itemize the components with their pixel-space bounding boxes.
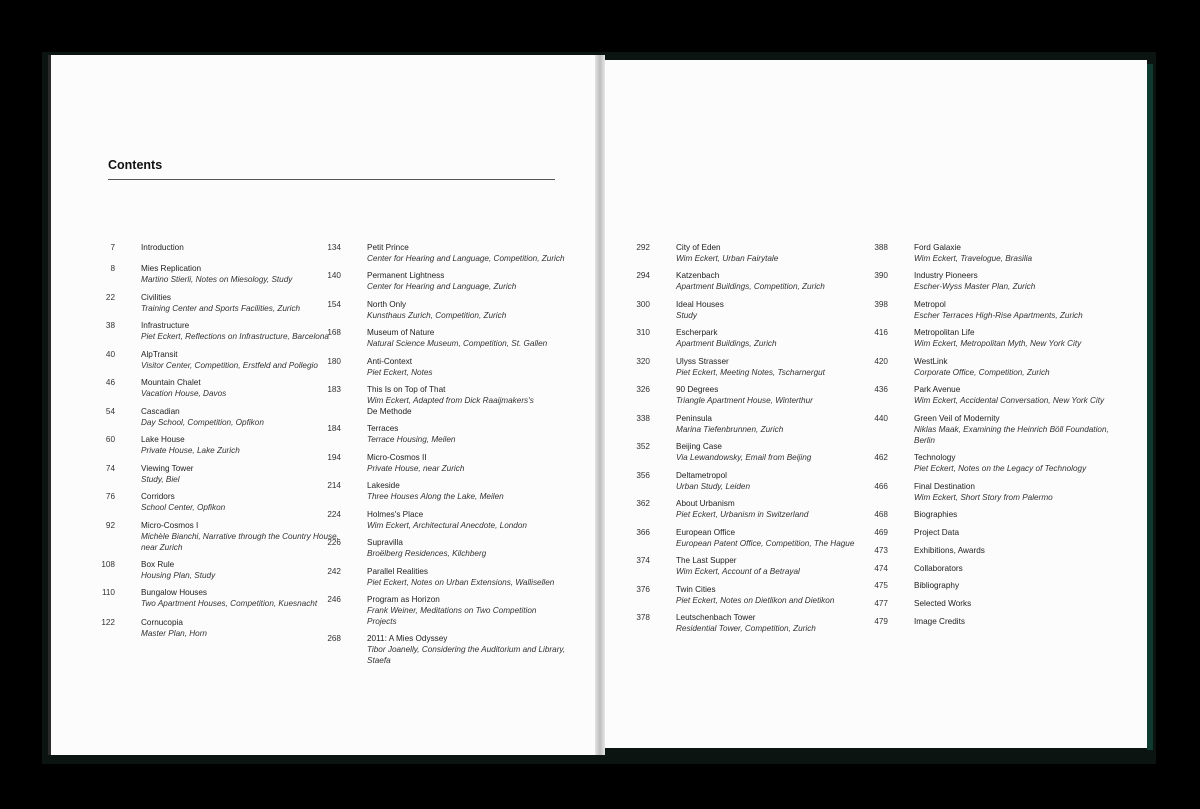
toc-entry-subtitle: Wim Eckert, Account of a Betrayal [676,567,800,576]
toc-entry-subtitle: Via Lewandowsky, Email from Beijing [676,453,812,462]
toc-entry-extra: De Methode [367,407,412,416]
toc-entry-text [676,327,876,349]
toc-entry-title: Industry Pioneers [914,271,978,280]
toc-entry-title: Civilities [141,293,172,302]
toc-entry-subtitle: Wim Eckert, Short Story from Palermo [914,493,1053,502]
toc-entry-text [914,580,1114,591]
toc-entry-text [141,491,341,513]
toc-entry-text [367,384,567,417]
toc-entry-title: Holmes's Place [367,510,424,519]
toc-entry-title: Exhibitions, Awards [914,546,985,555]
toc-entry-title: Selected Works [914,599,972,608]
toc-entry-text [914,509,1114,520]
toc-entry-text [141,559,341,581]
toc-entry-title: About Urbanism [676,499,735,508]
toc-entry-text [141,263,341,285]
toc-page-number: 477 [874,599,888,608]
toc-entry-subtitle: Marina Tiefenbrunnen, Zurich [676,425,784,434]
toc-entry-subtitle: Escher-Wyss Master Plan, Zurich [914,282,1036,291]
toc-entry-text [914,242,1114,264]
toc-page-number: 468 [874,510,888,519]
toc-entry-title: Biographies [914,510,958,519]
toc-entry-title: Bibliography [914,581,960,590]
toc-entry-text [914,384,1114,406]
toc-entry-text [676,441,876,463]
toc-entry-title: Introduction [141,243,184,252]
toc-entry-title: Mies Replication [141,264,202,273]
toc-page-number: 300 [636,300,650,309]
toc-page-number: 388 [874,243,888,252]
toc-entry-subtitle: Wim Eckert, Adapted from Dick Raaijmakers's [367,396,534,405]
toc-entry-subtitle: Wim Eckert, Travelogue, Brasilia [914,254,1033,263]
right-page [600,60,1147,748]
toc-entry-title: Image Credits [914,617,965,626]
toc-page-number: 366 [636,528,650,537]
toc-entry-subtitle: School Center, Opfikon [141,503,226,512]
toc-page-number: 338 [636,414,650,423]
toc-page-number: 374 [636,556,650,565]
toc-page-number: 466 [874,482,888,491]
toc-entry-text [676,555,876,577]
toc-entry-title: Ford Galaxie [914,243,961,252]
toc-entry-subtitle: Piet Eckert, Notes [367,368,433,377]
toc-entry-subtitle: Piet Eckert, Notes on the Legacy of Technology [914,464,1087,473]
toc-page-number: 38 [105,321,115,330]
toc-entry-text [367,356,567,378]
toc-entry-subtitle: European Patent Office, Competition, The Hague [676,539,855,548]
toc-entry-title: This Is on Top of That [367,385,446,394]
toc-entry-text [914,527,1114,538]
toc-page-number: 54 [105,407,115,416]
toc-entry-text [676,612,876,634]
toc-page-number: 134 [327,243,341,252]
book-cover-edge [1147,64,1153,750]
toc-entry-subtitle: Frank Weiner, Meditations on Two Competition Projects [367,606,537,626]
toc-entry-subtitle: Wim Eckert, Metropolitan Myth, New York City [914,339,1082,348]
toc-entry-title: Ulyss Strasser [676,357,729,366]
toc-entry-subtitle: Center for Hearing and Language, Zurich [367,282,517,291]
toc-entry-title: Mountain Chalet [141,378,201,387]
toc-entry-subtitle: Private House, Lake Zurich [141,446,240,455]
toc-entry-title: Lakeside [367,481,400,490]
toc-entry-text [914,452,1114,474]
toc-page-number: 60 [105,435,115,444]
toc-entry-subtitle: Three Houses Along the Lake, Meilen [367,492,504,501]
toc-entry-text [914,299,1114,321]
toc-entry-subtitle: Urban Study, Leiden [676,482,751,491]
toc-page-number: 268 [327,634,341,643]
toc-entry-text [914,563,1114,574]
toc-page-number: 356 [636,471,650,480]
toc-entry-text [367,299,567,321]
toc-page-number: 46 [105,378,115,387]
toc-entry-text [676,299,876,321]
toc-page-number: 7 [110,243,115,252]
toc-entry-subtitle: Two Apartment Houses, Competition, Kuesnacht [141,599,318,608]
toc-page-number: 294 [636,271,650,280]
toc-entry-text [676,413,876,435]
toc-page-number: 436 [874,385,888,394]
toc-page-number: 76 [105,492,115,501]
toc-entry-title: Project Data [914,528,960,537]
toc-entry-subtitle: Terrace Housing, Meilen [367,435,456,444]
toc-entry-subtitle: Piet Eckert, Notes on Dietlikon and Dietikon [676,596,835,605]
toc-page-number: 110 [101,588,115,597]
toc-entry-subtitle: Escher Terraces High-Rise Apartments, Zurich [914,311,1083,320]
toc-page-number: 224 [327,510,341,519]
toc-entry-subtitle: Wim Eckert, Urban Fairytale [676,254,779,263]
toc-entry-text [914,616,1114,627]
toc-entry-subtitle: Training Center and Sports Facilities, Zurich [141,304,301,313]
toc-entry-title: Petit Prince [367,243,409,252]
toc-entry-text [676,242,876,264]
toc-entry-text [141,434,341,456]
toc-entry-title: Box Rule [141,560,175,569]
toc-page-number: 292 [636,243,650,252]
toc-entry-title: Viewing Tower [141,464,194,473]
toc-entry-title: Anti-Context [367,357,413,366]
toc-entry-title: Final Destination [914,482,975,491]
toc-entry-title: Metropol [914,300,946,309]
toc-entry-text [141,242,341,253]
toc-page-number: 184 [327,424,341,433]
toc-page-number: 376 [636,585,650,594]
toc-page-number: 246 [327,595,341,604]
toc-entry-subtitle: Master Plan, Horn [141,629,207,638]
toc-entry-title: Infrastructure [141,321,190,330]
toc-entry-title: City of Eden [676,243,721,252]
toc-entry-title: Parallel Realities [367,567,428,576]
book-gutter [595,55,605,755]
toc-entry-subtitle: Natural Science Museum, Competition, St. Gallen [367,339,548,348]
toc-entry-text [141,587,341,609]
toc-entry-text [367,242,567,264]
toc-entry-subtitle: Wim Eckert, Accidental Conversation, New York City [914,396,1105,405]
toc-entry-title: Cornucopia [141,618,183,627]
toc-entry-text [676,356,876,378]
toc-entry-subtitle: Wim Eckert, Architectural Anecdote, London [367,521,527,530]
toc-entry-text [141,292,341,314]
toc-entry-subtitle: Apartment Buildings, Zurich [676,339,777,348]
toc-page-number: 194 [327,453,341,462]
toc-entry-subtitle: Residential Tower, Competition, Zurich [676,624,816,633]
toc-entry-text [141,617,341,639]
toc-entry-subtitle: Study [676,311,697,320]
toc-entry-title: Peninsula [676,414,712,423]
toc-entry-text [141,463,341,485]
toc-page-number: 310 [636,328,650,337]
toc-entry-text [141,349,341,371]
toc-entry-title: Twin Cities [676,585,716,594]
toc-entry-title: 90 Degrees [676,385,719,394]
toc-page-number: 168 [327,328,341,337]
toc-page-number: 74 [105,464,115,473]
toc-entry-text [914,270,1114,292]
toc-entry-subtitle: Day School, Competition, Opfikon [141,418,264,427]
toc-page-number: 320 [636,357,650,366]
toc-page-number: 475 [874,581,888,590]
toc-entry-subtitle: Housing Plan, Study [141,571,216,580]
toc-entry-title: Leutschenbach Tower [676,613,756,622]
toc-page-number: 352 [636,442,650,451]
toc-entry-subtitle: Piet Eckert, Urbanism in Switzerland [676,510,809,519]
toc-entry-subtitle: Center for Hearing and Language, Competition, Zurich [367,254,565,263]
toc-entry-title: North Only [367,300,407,309]
toc-entry-subtitle: Michèle Bianchi, Narrative through the Country House, near Zurich [141,532,339,552]
toc-page-number: 390 [874,271,888,280]
toc-page-number: 473 [874,546,888,555]
toc-entry-title: Program as Horizon [367,595,440,604]
toc-entry-subtitle: Tibor Joanelly, Considering the Auditorium and Library, Staefa [367,645,566,665]
toc-entry-text [367,633,567,666]
toc-entry-subtitle: Visitor Center, Competition, Erstfeld and Pollegio [141,361,318,370]
toc-entry-text [141,377,341,399]
toc-entry-text [367,423,567,445]
toc-entry-text [676,584,876,606]
toc-page-number: 180 [327,357,341,366]
toc-entry-title: Deltametropol [676,471,727,480]
toc-page-number: 420 [874,357,888,366]
toc-entry-subtitle: Martino Stierli, Notes on Miesology, Study [141,275,293,284]
toc-entry-title: WestLink [914,357,948,366]
toc-entry-subtitle: Kunsthaus Zurich, Competition, Zurich [367,311,507,320]
toc-entry-subtitle: Triangle Apartment House, Winterthur [676,396,813,405]
toc-page-number: 479 [874,617,888,626]
toc-entry-text [367,452,567,474]
toc-entry-text [367,480,567,502]
toc-entry-title: Beijing Case [676,442,722,451]
toc-entry-text [914,598,1114,609]
toc-entry-title: Escherpark [676,328,718,337]
toc-page-number: 226 [327,538,341,547]
toc-entry-title: Bungalow Houses [141,588,207,597]
toc-entry-text [367,594,567,627]
toc-page-number: 469 [874,528,888,537]
toc-entry-title: Park Avenue [914,385,961,394]
toc-entry-title: Metropolitan Life [914,328,975,337]
toc-entry-title: Terraces [367,424,399,433]
toc-entry-title: Corridors [141,492,175,501]
toc-page-number: 474 [874,564,888,573]
toc-page-number: 214 [327,481,341,490]
toc-entry-subtitle: Piet Eckert, Reflections on Infrastructure, Barcelona [141,332,329,341]
toc-page-number: 40 [105,350,115,359]
contents-heading: Contents [108,158,163,172]
toc-entry-title: Katzenbach [676,271,720,280]
toc-page-number: 378 [636,613,650,622]
toc-entry-text [141,520,341,553]
toc-entry-title: The Last Supper [676,556,737,565]
toc-entry-title: European Office [676,528,736,537]
toc-entry-title: Collaborators [914,564,963,573]
toc-entry-subtitle: Private House, near Zurich [367,464,465,473]
toc-entry-subtitle: Broëlberg Residences, Kilchberg [367,549,487,558]
toc-entry-title: Green Veil of Modernity [914,414,1000,423]
toc-entry-title: Lake House [141,435,185,444]
toc-entry-text [367,509,567,531]
toc-entry-text [367,537,567,559]
heading-rule [108,179,555,180]
toc-entry-subtitle: Apartment Buildings, Competition, Zurich [676,282,825,291]
toc-page-number: 140 [327,271,341,280]
toc-entry-title: 2011: A Mies Odyssey [367,634,448,643]
toc-entry-text [141,320,341,342]
toc-page-number: 440 [874,414,888,423]
toc-entry-text [676,470,876,492]
toc-page-number: 326 [636,385,650,394]
toc-entry-title: AlpTransit [141,350,178,359]
toc-page-number: 108 [101,560,115,569]
toc-page-number: 22 [105,293,115,302]
toc-entry-title: Supravilla [367,538,403,547]
toc-entry-text [367,327,567,349]
toc-entry-subtitle: Piet Eckert, Meeting Notes, Tscharnergut [676,368,825,377]
toc-entry-text [914,356,1114,378]
toc-entry-text [676,527,876,549]
toc-entry-text [676,498,876,520]
toc-entry-title: Cascadian [141,407,180,416]
toc-page-number: 92 [105,521,115,530]
toc-page-number: 122 [101,618,115,627]
toc-page-number: 8 [110,264,115,273]
toc-entry-title: Permanent Lightness [367,271,445,280]
toc-page-number: 154 [327,300,341,309]
toc-entry-text [141,406,341,428]
toc-entry-text [676,384,876,406]
toc-entry-title: Technology [914,453,956,462]
toc-entry-subtitle: Niklas Maak, Examining the Heinrich Böll Foundation, Berlin [914,425,1109,445]
toc-entry-title: Ideal Houses [676,300,724,309]
toc-entry-text [676,270,876,292]
toc-entry-subtitle: Study, Biel [141,475,180,484]
toc-page-number: 462 [874,453,888,462]
toc-entry-text [914,413,1114,446]
left-page [48,55,601,755]
toc-page-number: 416 [874,328,888,337]
toc-page-number: 183 [327,385,341,394]
toc-entry-text [367,270,567,292]
toc-entry-title: Museum of Nature [367,328,435,337]
toc-entry-text [914,327,1114,349]
toc-page-number: 242 [327,567,341,576]
toc-entry-text [914,481,1114,503]
toc-page-number: 362 [636,499,650,508]
toc-entry-text [914,545,1114,556]
toc-entry-title: Micro-Cosmos I [141,521,199,530]
toc-entry-subtitle: Piet Eckert, Notes on Urban Extensions, Wallisellen [367,578,555,587]
toc-entry-subtitle: Corporate Office, Competition, Zurich [914,368,1050,377]
toc-entry-title: Micro-Cosmos II [367,453,427,462]
toc-page-number: 398 [874,300,888,309]
toc-entry-text [367,566,567,588]
toc-entry-subtitle: Vacation House, Davos [141,389,227,398]
